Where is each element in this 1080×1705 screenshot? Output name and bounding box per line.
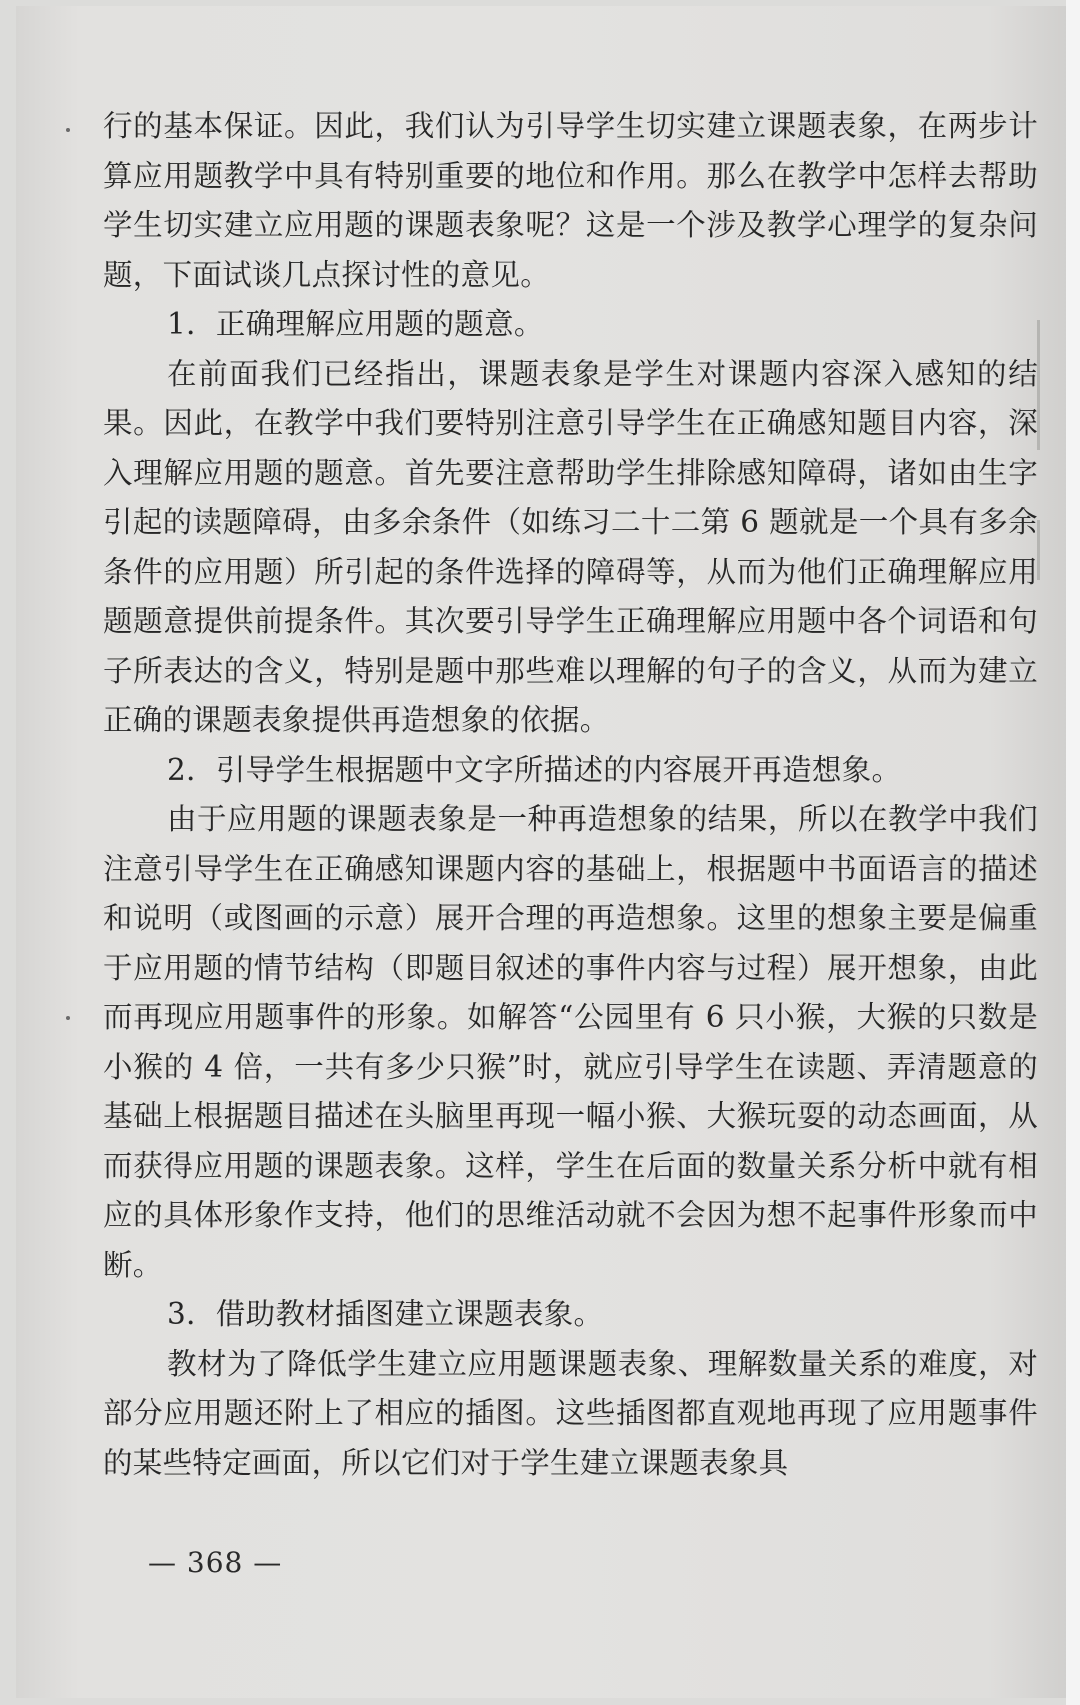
section-heading-1: 1．正确理解应用题的题意。: [167, 307, 544, 341]
speck-mark: [66, 1016, 70, 1020]
page-edge: [1066, 0, 1080, 1705]
body-text: [103, 102, 1038, 1488]
paragraph-3: 教材为了降低学生建立应用题课题表象、理解数量关系的难度，对部分应用题还附上了相应的插图。这些插图都直观地再现了应用题事件的某些特定画面，所以它们对于学生建立课题表象具: [103, 1346, 1038, 1480]
paragraph-2: 由于应用题的课题表象是一种再造想象的结果，所以在教学中我们注意引导学生在正确感知课题内容的基础上，根据题中书面语言的描述和说明（或图画的示意）展开合理的再造想象。这里的想象主要是偏重于应用题的情节结构（即题目叙述的事件内容与过程）展开想象，由此而再现应用题事件的形象。如解答“公园里有 6 只小猴，大猴的只数是小猴的 4 倍，一共有多少只猴”时，就应引导学生在读题、弄清题意的基础上根据题目描述在头脑里再现一幅小猴、大猴玩耍的动态画面，从而获得应用题的课题表象。这样，学生在后面的数量关系分析中就有相应的具体形象作支持，他们的思维活动就不会因为想不起事件形象而中断。: [103, 802, 1038, 1282]
page-number: — 368 —: [148, 1546, 283, 1579]
section-heading-3: 3．借助教材插图建立课题表象。: [167, 1297, 604, 1331]
paragraph-1: 在前面我们已经指出，课题表象是学生对课题内容深入感知的结果。因此，在教学中我们要特别注意引导学生在正确感知题目内容，深入理解应用题的题意。首先要注意帮助学生排除感知障碍，诸如由生字引起的读题障碍，由多余条件（如练习二十二第 6 题就是一个具有多余条件的应用题）所引起的条件选择的障碍等，从而为他们正确理解应用题题意提供前提条件。其次要引导学生正确理解应用题中各个词语和句子所表达的含义，特别是题中那些难以理解的句子的含义，从而为建立正确的课题表象提供再造想象的依据。: [103, 356, 1038, 737]
paragraph-intro: 行的基本保证。因此，我们认为引导学生切实建立课题表象，在两步计算应用题教学中具有特别重要的地位和作用。那么在教学中怎样去帮助学生切实建立应用题的课题表象呢？这是一个涉及教学心理学的复杂问题，下面试谈几点探讨性的意见。: [103, 109, 1038, 292]
section-heading-2: 2．引导学生根据题中文字所描述的内容展开再造想象。: [167, 752, 902, 787]
speck-mark: [66, 128, 70, 132]
